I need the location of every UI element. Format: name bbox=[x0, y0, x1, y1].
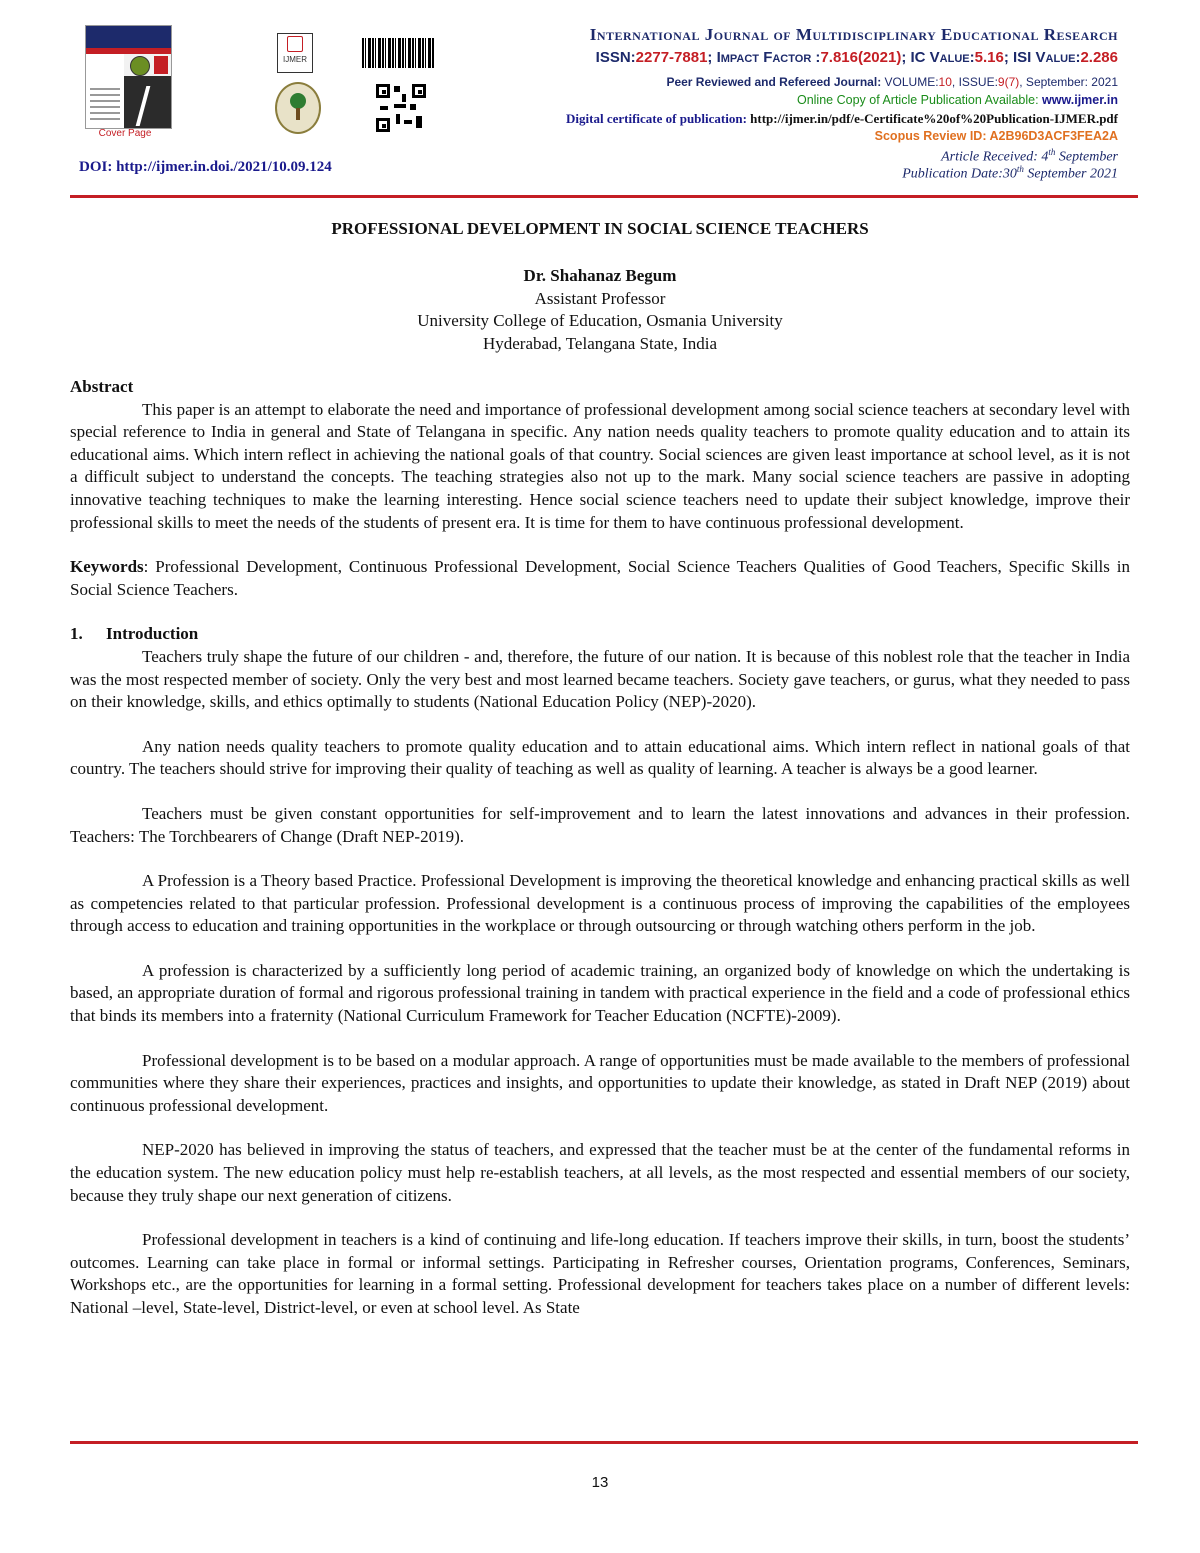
cover-page-image bbox=[85, 25, 172, 129]
impact-factor-label: ; Impact Factor : bbox=[707, 49, 821, 66]
volume-issue-line bbox=[666, 75, 1118, 89]
issue-date: , September: 2021 bbox=[1019, 75, 1118, 89]
digital-certificate-link[interactable]: http://ijmer.in/pdf/e-Certificate%20of%20Publication-IJMER.pdf bbox=[750, 111, 1118, 126]
author-block bbox=[0, 265, 1200, 355]
paragraph: A Profession is a Theory based Practice. Professional Development is improving the theoretical knowledge and enhancing practical skills as well as competencies related to that particular profession. Professional development is a continuous process of improving the capabilities of the employees through access to education and training opportunities in the workplace or through outsourcing or through watching others perform in the job. bbox=[70, 871, 1130, 936]
journal-logo-icon bbox=[277, 33, 313, 73]
volume-value: 10 bbox=[938, 75, 952, 89]
author-affiliation: University College of Education, Osmania University bbox=[417, 311, 783, 330]
author-position: Assistant Professor bbox=[534, 288, 666, 308]
doi-link[interactable]: DOI: http://ijmer.in.doi./2021/10.09.124 bbox=[79, 159, 332, 175]
article-received-date bbox=[941, 147, 1118, 166]
tree-emblem-icon bbox=[275, 82, 321, 134]
isi-value: 2.286 bbox=[1080, 49, 1118, 66]
article-title: PROFESSIONAL DEVELOPMENT IN SOCIAL SCIENCE TEACHERS bbox=[331, 219, 869, 238]
keywords-text: : Professional Development, Continuous Professional Development, Social Science Teachers Qualities of Good Teachers, Specific Skills in Social Science Teachers. bbox=[70, 557, 1130, 599]
paragraph: A profession is characterized by a sufficiently long period of academic training, an organized body of knowledge on which the undertaking is based, an appropriate duration of formal and rigorous professional training in tandem with practical experience in the field and a code of professional ethics that binds its members into a fraternity (National Curriculum Framework for Teacher Education (NCFTE)-2009). bbox=[70, 960, 1130, 1026]
issue-label: , ISSUE: bbox=[951, 75, 998, 89]
pubdate-month: September 2021 bbox=[1023, 166, 1118, 182]
paragraph: NEP-2020 has believed in improving the status of teachers, and expressed that the teacher must be at the center of the fundamental reforms in the education system. The new education policy must help re-establish teachers, at all levels, as the most respected and essential members of our society, because they truly shape our next generation of citizens. bbox=[70, 1140, 1130, 1205]
online-copy-line bbox=[797, 93, 1118, 107]
paragraph: Professional development in teachers is a kind of continuing and life-long education. If teachers improve their skills, in turn, boost the students’ outcomes. Learning can take place in formal or informal settings. Participating in Refresher courses, Orientation programs, Conferences, Seminars, Workshops etc., are the opportunities for learning in a formal setting. Professional development for teachers takes place on a number of different levels: National –level, State-level, District-level, or even at school level. As State bbox=[70, 1230, 1130, 1317]
issn-label: ISSN: bbox=[595, 49, 636, 66]
paragraph: Teachers must be given constant opportunities for self-improvement and to learn the latest innovations and advances in their profession. Teachers: The Torchbearers of Change (Draft NEP-2019). bbox=[70, 803, 1130, 846]
pubdate-sup: th bbox=[1016, 164, 1024, 174]
publication-date bbox=[902, 164, 1118, 183]
received-label: Article Received: 4 bbox=[941, 149, 1049, 165]
keywords-label: Keywords bbox=[70, 557, 144, 577]
paragraph: Professional development is to be based on a modular approach. A range of opportunities must be made available to the members of professional communities where they share their experiences, practices and insights, and opportunities to update their knowledge, as stated in Draft NEP (2019) about continuous professional development. bbox=[70, 1050, 1130, 1115]
online-copy-label: Online Copy of Article Publication Available: bbox=[796, 93, 1043, 107]
author-name: Dr. Shahanaz Begum bbox=[523, 266, 677, 285]
pubdate-label: Publication Date:30 bbox=[902, 166, 1017, 182]
qr-code-icon bbox=[376, 84, 426, 132]
digital-certificate-label: Digital certificate of publication: bbox=[566, 111, 751, 126]
journal-metrics bbox=[596, 49, 1118, 66]
journal-title: International Journal of Multidisciplinary Educational Research bbox=[589, 25, 1118, 44]
keywords-paragraph bbox=[70, 556, 1130, 601]
journal-website-link[interactable]: www.ijmer.in bbox=[1042, 93, 1118, 107]
section-heading bbox=[70, 623, 1130, 646]
journal-logo-text: IJMER bbox=[283, 55, 307, 64]
received-sup: th bbox=[1048, 147, 1056, 157]
paragraph: Any nation needs quality teachers to promote quality education and to attain educational aims. Which intern reflect in national goals of that country. The teachers should strive for improving their quality of teaching as well as quality of learning. A teacher is always be a good learner. bbox=[70, 736, 1130, 779]
barcode-icon bbox=[362, 38, 434, 68]
isi-value-label: ; ISI Value: bbox=[1003, 49, 1081, 66]
footer-divider bbox=[70, 1441, 1138, 1444]
section-number: 1. bbox=[70, 624, 83, 644]
scopus-review-id: Scopus Review ID: A2B96D3ACF3FEA2A bbox=[874, 129, 1118, 143]
ic-value-label: ; IC Value: bbox=[901, 49, 975, 66]
author-location: Hyderabad, Telangana State, India bbox=[482, 333, 718, 353]
paragraph: Teachers truly shape the future of our children - and, therefore, the future of our nation. It is because of this noblest role that the teacher in India was the most respected member of society. Only the very best and most learned became teachers. Society gave teachers, or gurus, what they needed to pass on their knowledge, skills, and ethics optimally to students (National Education Policy (NEP)-2020). bbox=[70, 646, 1130, 712]
volume-label: VOLUME: bbox=[881, 75, 939, 89]
section-title: Introduction bbox=[106, 624, 199, 644]
cover-page-label: Cover Page bbox=[98, 128, 152, 139]
issue-value: 9(7) bbox=[997, 75, 1020, 89]
received-month: September bbox=[1055, 149, 1118, 165]
article-body bbox=[70, 376, 1130, 1320]
issn-value: 2277-7881 bbox=[635, 49, 708, 66]
page-header bbox=[0, 0, 1200, 200]
abstract-heading: Abstract bbox=[70, 377, 134, 396]
ic-value: 5.16 bbox=[974, 49, 1004, 66]
digital-certificate-line bbox=[566, 111, 1118, 127]
header-divider bbox=[70, 195, 1138, 198]
page-number: 13 bbox=[591, 1474, 609, 1491]
peer-reviewed-label: Peer Reviewed and Refereed Journal: bbox=[666, 75, 882, 89]
abstract-text: This paper is an attempt to elaborate the need and importance of professional development among social science teachers at secondary level with special reference to India in general and State of Telangana in specific. Any nation needs quality teachers to promote quality education and to attain its educational aims. Which intern reflect in achieving the national goals of that country. Social sciences are given least importance at school level, as it is not a difficult subject to understand the concepts. The teaching strategies also not up to the mark. Many social science teachers are passive in adopting innovative teaching techniques to make the learning interesting. Hence social science teachers need to update their subject knowledge, improve their professional skills to meet the needs of the students of present era. It is time for them to have continuous professional development. bbox=[70, 399, 1130, 532]
impact-factor-value: 7.816(2021) bbox=[820, 49, 902, 66]
